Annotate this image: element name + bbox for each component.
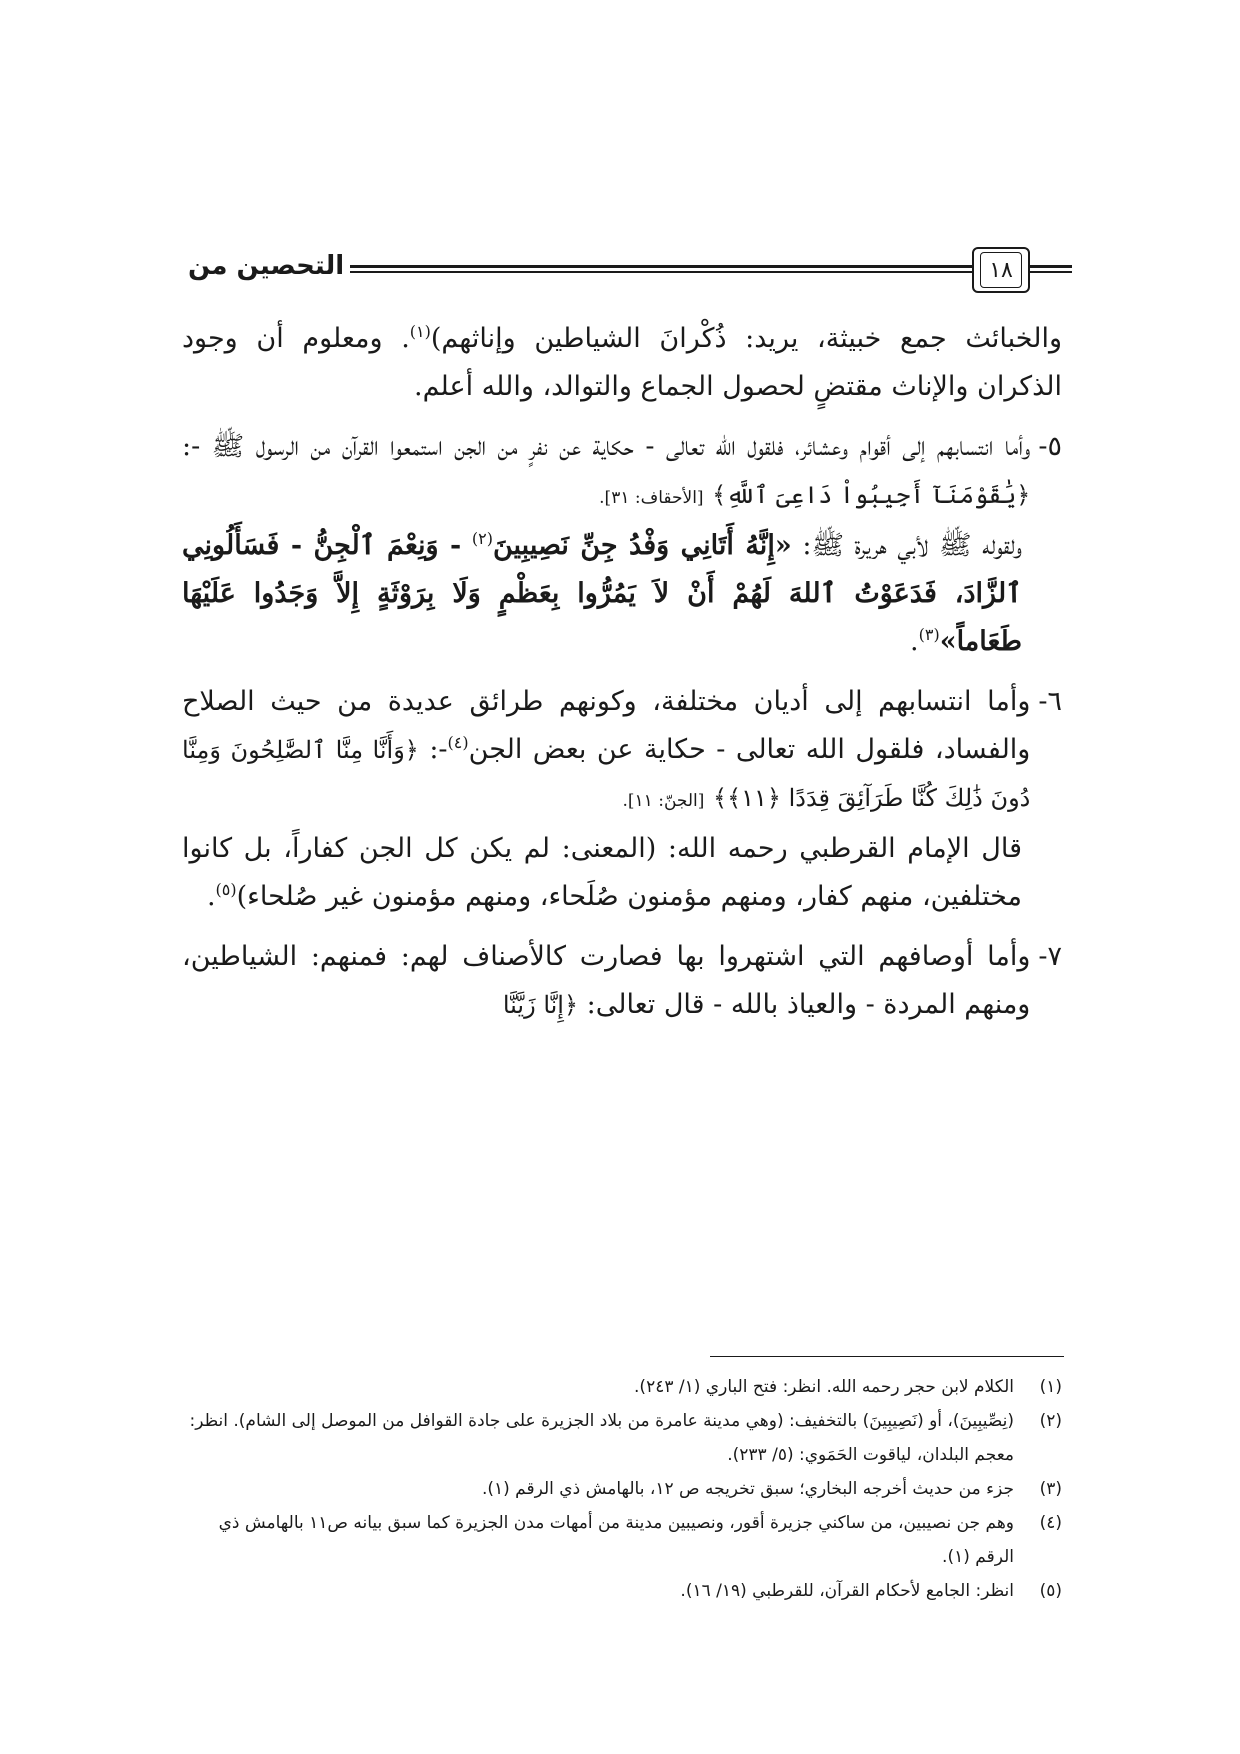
footnotes [182,1370,1062,1608]
footnote-5-number: (٥) [1039,1581,1062,1601]
list-item-6-number: ٦- [1038,686,1062,717]
list-item-7-content [182,933,1030,1029]
quran-verse-1: ﴿يَٰقَوْمَنَآ أَجِيبُواْ دَاعِىَ ٱللَّهِ﴾ [712,481,1031,509]
footnote-ref-2: (٢) [471,529,493,548]
footnote-ref-5: (٥) [215,880,237,899]
hadith-paragraph: ولقوله ﷺ لأبي هريرة ﷺ: «إِنَّهُ أَتَانِي وَفْدُ جِنِّ نَصِيبِينَ$^{(٢)}$ - وَنِعْمَ ٱلْجِنُّ - فَسَأَلُونِي ٱلزَّادَ، فَدَعَوْتُ ٱللهَ لَهُمْ أَنْ لاَ يَمُرُّوا بِعَظْمٍ وَلَا بِرَوْثَةٍ إِلاَّ وَجَدُوا عَلَيْهَا طَعَاماً»$^{(٣)}$. [182,529,1022,657]
book-title: التحصين من [188,251,345,281]
page-header [188,247,1072,297]
hadith-intro: ولقوله ﷺ لأبي هريرة ﷺ: [802,530,1022,561]
list-item-5 [182,423,1062,522]
footnote-4 [182,1506,1062,1574]
footnote-separator [710,1356,1064,1357]
footnote-1-text: الكلام لابن حجر رحمه الله. انظر: فتح الباري (١/ ٢٤٣). [634,1377,1014,1397]
footnote-4-number: (٤) [1039,1513,1062,1533]
footnote-2-number: (٢) [1039,1411,1062,1431]
quran-verse-3: ﴿إِنَّا زَيَّنَّا [502,991,579,1019]
qurtubi-end: . [206,881,216,912]
list-item-6-text: وأما انتسابهم إلى أديان مختلفة، وكونهم طرائق عديدة من حيث الصلاح والفساد، فلقول الله تعالى - حكاية عن بعض الجن [182,686,1031,765]
footnote-ref-4: (٤) [447,733,469,752]
header-rule-right [1030,265,1072,273]
footnote-ref-3: (٣) [918,625,940,644]
footnote-ref-1: (١) [409,322,431,341]
list-item-5-number: ٥- [1038,431,1062,462]
list-item-6 [182,678,1062,825]
qurtubi-paragraph [182,825,1062,921]
verse-reference-1: [الأحقاف: ٣١]. [599,488,704,508]
footnote-3-number: (٣) [1039,1479,1062,1499]
list-item-6-text-end: -: [429,734,448,765]
list-item-6-content [182,678,1030,825]
paragraph-1-end: . ومعلوم أن وجود الذكران والإناث مقتضٍ لحصول الجماع والتوالد، والله أعلم. [182,323,1062,402]
quran-verse-2: ﴿وَأَنَّا مِنَّا ٱلصَّٰلِحُونَ وَمِنَّا دُونَ ذَٰلِكَ كُنَّا طَرَآئِقَ قِدَدًا ﴿١١﴾﴾ [182,736,1031,812]
footnote-1-number: (١) [1039,1377,1062,1397]
list-item-7-text: وأما أوصافهم التي اشتهروا بها فصارت كالأصناف لهم: فمنهم: الشياطين، ومنهم المردة - والعياذ بالله - قال تعالى: [182,941,1031,1020]
footnote-1 [182,1370,1062,1404]
verse-reference-2: [الجنّ: ١١]. [622,791,705,811]
list-item-7-number: ٧- [1038,941,1062,972]
list-item-5-text: وأما انتسابهم إلى أقوام وعشائر، فلقول الله تعالى - حكاية عن نفرٍ من الجن استمعوا القرآن من الرسول ﷺ -: [182,431,1031,462]
paragraph-1 [182,315,1062,411]
footnote-3-text: جزء من حديث أخرجه البخاري؛ سبق تخريجه ص ١٢، بالهامش ذي الرقم (١). [481,1479,1014,1499]
list-item-7 [182,933,1062,1029]
paragraph-1-text: والخبائث جمع خبيثة، يريد: ذُكْرانَ الشياطين وإناثهم) [430,323,1062,354]
footnote-5-text: انظر: الجامع لأحكام القرآن، للقرطبي (١٩/ ١٦). [680,1581,1014,1601]
header-rule [350,265,972,273]
footnote-4-text: وهم جن نصيبين، من ساكني جزيرة أقور، ونصيبين مدينة من أمهات مدن الجزيرة كما سبق بيانه ص١١ بالهامش ذي الرقم (١). [218,1513,1014,1567]
hadith-text-2: - وَنِعْمَ ٱلْجِنُّ - فَسَأَلُونِي ٱلزَّادَ، فَدَعَوْتُ ٱللهَ لَهُمْ أَنْ لاَ يَمُرُّوا بِعَظْمٍ وَلَا بِرَوْثَةٍ إِلاَّ وَجَدُوا عَلَيْهَا طَعَاماً» [182,530,1022,657]
footnote-2-text: (نِصِّيبِينَ)، أو (نَصِيبِينَ) بالتخفيف: (وهي مدينة عامرة من بلاد الجزيرة على جادة القوافل من الموصل إلى الشام). انظر: معجم البلدان، لياقوت الحَمَوي: (٥/ ٢٣٣). [189,1411,1014,1465]
footnote-2 [182,1404,1062,1472]
page-number-frame [972,247,1030,293]
main-text [182,315,1062,1029]
footnote-3 [182,1472,1062,1506]
qurtubi-text: قال الإمام القرطبي رحمه الله: (المعنى: لم يكن كل الجن كفاراً، بل كانوا مختلفين، منهم كفار، ومنهم مؤمنون صُلَحاء، ومنهم مؤمنون غير صُلحاء) [182,833,1022,912]
footnote-5 [182,1574,1062,1608]
list-item-5-content [182,423,1030,522]
hadith-text-1: «إِنَّهُ أَتَانِي وَفْدُ جِنِّ نَصِيبِينَ [492,530,792,561]
page-number: ١٨ [980,252,1022,288]
